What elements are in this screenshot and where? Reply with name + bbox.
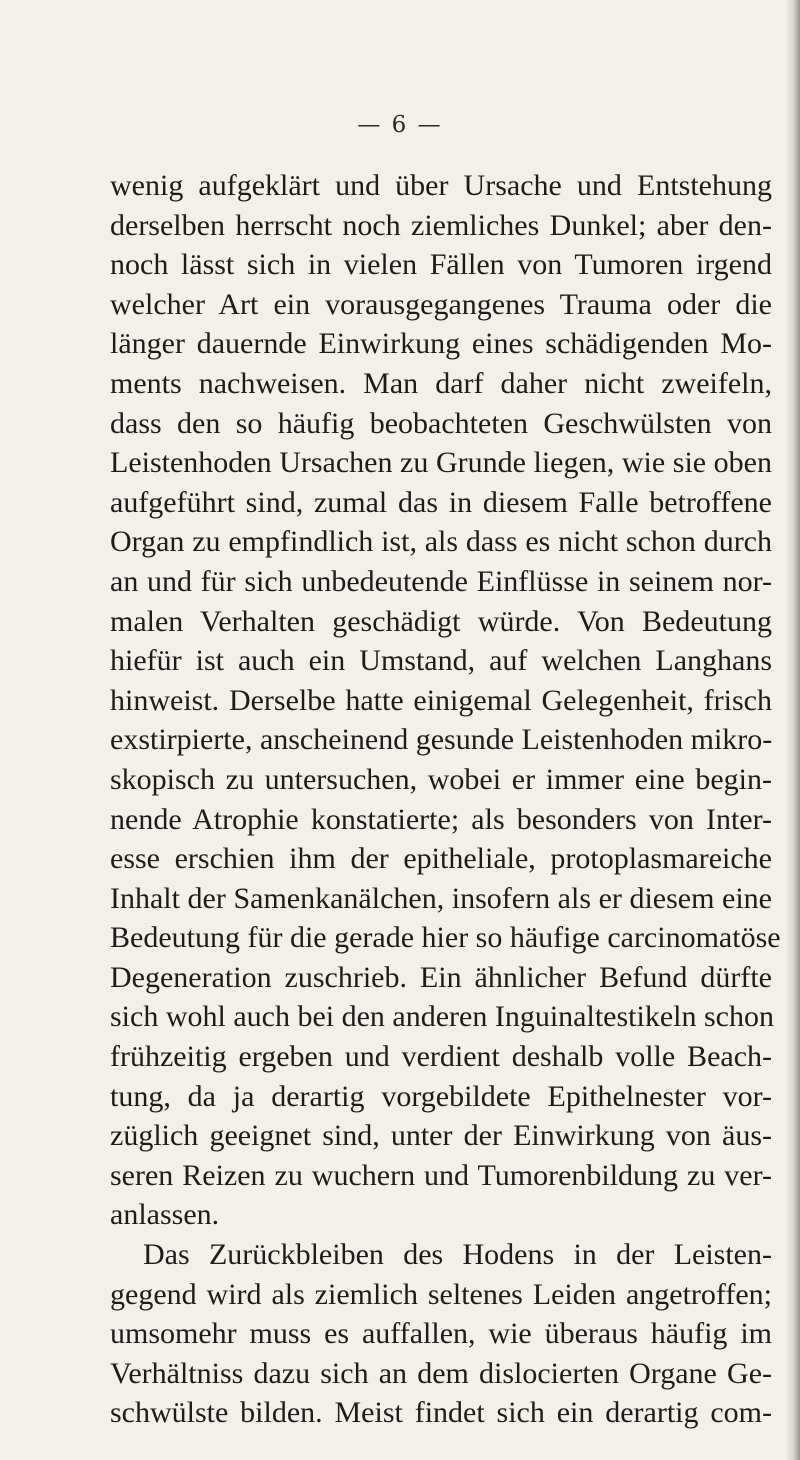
text-line: züglich geeignet sind, unter der Einwirkung von äus- (110, 1119, 772, 1153)
text-line: hiefür ist auch ein Umstand, auf welchen Langhans (110, 644, 772, 678)
text-line: malen Verhalten geschädigt würde. Von Bedeutung (110, 604, 772, 638)
text-line: Bedeutung für die gerade hier so häufige carcinomatöse (110, 921, 781, 955)
page-number: — 6 — (357, 112, 443, 138)
text-line: derselben herrscht noch ziemliches Dunkel; aber den- (110, 208, 772, 242)
text-line: ments nachweisen. Man darf daher nicht zweifeln, (110, 366, 772, 400)
body-text (110, 166, 781, 1433)
text-line: hinweist. Derselbe hatte einigemal Gelegenheit, frisch (110, 683, 772, 717)
text-line: gegend wird als ziemlich seltenes Leiden angetroffen; (110, 1277, 772, 1311)
text-line: Das Zurückbleiben des Hodens in der Leisten- (143, 1238, 772, 1272)
text-line: frühzeitig ergeben und verdient deshalb volle Beach- (110, 1040, 772, 1074)
page-edge (786, 0, 800, 1460)
text-line: umsomehr muss es auffallen, wie überaus häufig im (110, 1317, 772, 1351)
text-line: wenig aufgeklärt und über Ursache und Entstehung (110, 169, 772, 202)
text-line: noch lässt sich in vielen Fällen von Tumoren irgend (110, 248, 772, 282)
text-line: Degeneration zuschrieb. Ein ähnlicher Befund dürfte (110, 960, 772, 994)
text-line: tung, da ja derartig vorgebildete Epithelnester vor- (110, 1079, 772, 1113)
text-line: Leistenhoden Ursachen zu Grunde liegen, wie sie oben (110, 446, 772, 480)
text-line: exstirpierte, anscheinend gesunde Leistenhoden mikro- (110, 723, 773, 757)
text-line: seren Reizen zu wuchern und Tumorenbildung zu ver- (110, 1158, 772, 1192)
text-line: Organ zu empfindlich ist, als dass es nicht schon durch (110, 525, 772, 559)
text-line: Verhältniss dazu sich an dem dislocierten Organe Ge- (110, 1356, 772, 1390)
text-line: sich wohl auch bei den anderen Inguinaltestikeln schon (110, 1000, 774, 1034)
text-line: esse erschien ihm der epitheliale, protoplasmareiche (110, 842, 772, 876)
text-line: länger dauernde Einwirkung eines schädigenden Mo- (110, 327, 772, 361)
text-line: anlassen. (110, 1198, 220, 1232)
text-line: schwülste bilden. Meist findet sich ein derartig com- (110, 1396, 772, 1430)
text-line: nende Atrophie konstatierte; als besonders von Inter- (110, 802, 772, 836)
text-line: dass den so häufig beobachteten Geschwülsten von (110, 406, 772, 440)
text-line: an und für sich unbedeutende Einflüsse in seinem nor- (110, 564, 772, 598)
text-line: welcher Art ein vorausgegangenes Trauma oder die (110, 287, 772, 321)
text-line: skopisch zu untersuchen, wobei er immer eine begin- (110, 762, 772, 796)
text-line: aufgeführt sind, zumal das in diesem Falle betroffene (110, 485, 772, 519)
text-line: Inhalt der Samenkanälchen, insofern als er diesem eine (110, 881, 772, 915)
